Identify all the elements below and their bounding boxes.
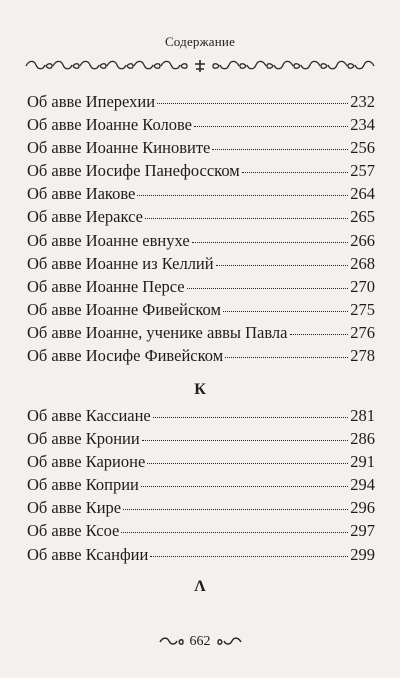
toc-entry: [27, 90, 375, 113]
toc-entry-title: Об авве Кассиане: [27, 406, 151, 425]
toc-leader-dots: [223, 310, 348, 312]
toc-entry-title: Об авве Иакове: [27, 184, 136, 204]
toc-entry-page: 276: [350, 322, 375, 342]
toc-entry: [27, 473, 375, 496]
toc-entry: [27, 275, 375, 298]
footer-left-ornament-icon: [158, 636, 184, 648]
toc-entry: [27, 450, 375, 473]
page-footer: [0, 632, 400, 652]
toc-entry-page: 294: [350, 475, 375, 495]
toc-entry-page: 232: [350, 92, 375, 111]
toc-entry-page: 278: [350, 346, 375, 366]
toc-entry: [27, 298, 375, 321]
toc-leader-dots: [142, 439, 349, 441]
toc-entry-page: 281: [350, 406, 375, 425]
toc-entry-page: 296: [350, 498, 375, 518]
toc-entry: [27, 543, 375, 566]
section-letter-k: К: [194, 381, 206, 398]
toc-entry-page: 299: [350, 544, 375, 564]
toc-entry: [27, 229, 375, 252]
toc-entry-title: Об авве Иераксе: [27, 207, 143, 227]
toc-entry-title: Об авве Ксое: [27, 521, 120, 541]
ornament-divider-icon: [24, 58, 376, 74]
toc-leader-dots: [192, 241, 349, 243]
footer-right-ornament-icon: [217, 636, 243, 648]
toc-entry-page: 264: [350, 184, 375, 204]
toc-entry-title: Об авве Иоанне евнухе: [27, 230, 190, 250]
toc-entry: [27, 496, 375, 519]
toc-entry-title: Об авве Иоанне Киновите: [27, 138, 211, 158]
page-number: 662: [189, 634, 211, 649]
toc-entry-page: 268: [350, 253, 375, 273]
toc-entry-title: Об авве Иоанне Фивейском: [27, 299, 221, 319]
toc-entry-title: Об авве Иоанне из Келлий: [27, 253, 214, 273]
toc-entry-page: 266: [350, 230, 375, 250]
toc-entry-page: 275: [350, 299, 375, 319]
toc-leader-dots: [137, 194, 348, 196]
toc-leader-dots: [290, 333, 349, 335]
toc-leader-dots: [242, 171, 349, 173]
toc-entry: [27, 252, 375, 275]
toc-entry: [27, 159, 375, 182]
toc-entry-page: 265: [350, 207, 375, 227]
toc-entry-title: Об авве Иосифе Панефосском: [27, 161, 240, 181]
section-letter-l: Λ: [194, 578, 206, 595]
toc-leader-dots: [145, 217, 348, 219]
toc-entry-title: Об авве Кронии: [27, 429, 140, 449]
toc-entry-title: Об авве Ксанфии: [27, 544, 149, 564]
toc-leader-dots: [141, 485, 348, 487]
toc-entry: [27, 519, 375, 542]
toc-entry: [27, 182, 375, 205]
toc-entry: [27, 205, 375, 228]
toc-entry-page: 234: [350, 115, 375, 135]
toc-leader-dots: [157, 102, 348, 104]
toc-entry: [27, 113, 375, 136]
toc-entry-page: 286: [350, 429, 375, 449]
toc-entry-page: 291: [350, 452, 375, 472]
toc-entry: [27, 404, 375, 427]
toc-leader-dots: [194, 125, 348, 127]
toc-entry: [27, 427, 375, 450]
toc-leader-dots: [150, 555, 348, 557]
toc-entry-title: Об авве Карионе: [27, 452, 146, 472]
toc-entry-page: 257: [350, 161, 375, 181]
toc-leader-dots: [187, 287, 349, 289]
toc-leader-dots: [123, 508, 348, 510]
toc-entry-page: 256: [350, 138, 375, 158]
toc-entry-page: 270: [350, 276, 375, 296]
toc-leader-dots: [147, 462, 348, 464]
toc-entry-title: Об авве Коприи: [27, 475, 139, 495]
toc-entry-title: Об авве Иосифе Фивейском: [27, 346, 224, 366]
toc-entry-title: Об авве Иоанне, ученике аввы Павла: [27, 322, 288, 342]
toc-entry-title: Об авве Иоанне Персе: [27, 276, 185, 296]
toc-entry-title: Об авве Кире: [27, 498, 122, 518]
toc-leader-dots: [153, 416, 348, 418]
toc-entry-title: Об авве Иоанне Колове: [27, 115, 193, 135]
toc-leader-dots: [225, 356, 348, 358]
toc-entry-title: Об авве Иперехии: [27, 92, 156, 111]
page-header-title: Содержание: [164, 34, 236, 49]
toc-leader-dots: [212, 148, 348, 150]
toc-entry: [27, 321, 375, 344]
toc-entry: [27, 136, 375, 159]
toc-section-k: [27, 404, 375, 566]
toc-entry: [27, 344, 375, 367]
toc-section-i: [27, 90, 375, 367]
toc-leader-dots: [121, 531, 348, 533]
toc-leader-dots: [216, 264, 349, 266]
toc-entry-page: 297: [350, 521, 375, 541]
